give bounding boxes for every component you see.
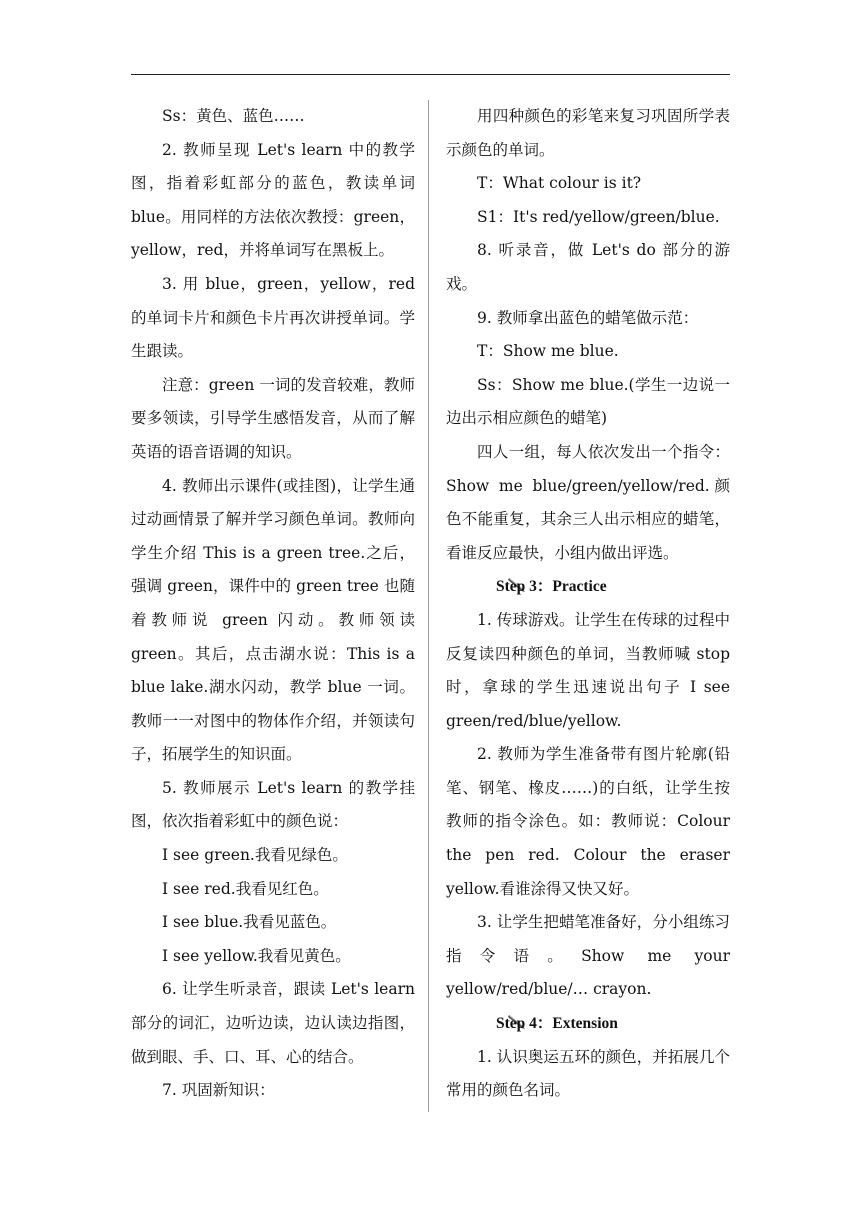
dialogue-line: T：Show me blue.: [477, 342, 619, 361]
paragraph: 9. 教师拿出蓝色的蜡笔做示范：: [477, 308, 699, 327]
dialogue-line: Ss：Show me blue.(学生一边说一边出示相应颜色的蜡笔): [446, 375, 730, 428]
paragraph: 1. 传球游戏。让学生在传球的过程中反复读四种颜色的单词，当教师喊 stop 时，拿球的学生迅速说出句子 I see green/red/blue/yellow.: [446, 610, 730, 730]
paragraph: 注意：green 一词的发音较难，教师要多领读，引导学生感悟发音，从而了解英语的语音语调的知识。: [131, 375, 415, 461]
paragraph: 5. 教师展示 Let's learn 的教学挂图，依次指着彩虹中的颜色说：: [131, 778, 415, 831]
pencil-icon: [477, 1009, 495, 1025]
paragraph: 8. 听录音，做 Let's do 部分的游戏。: [446, 241, 730, 293]
dialogue-line: T：What colour is it?: [477, 174, 642, 193]
paragraph: 4. 教师出示课件(或挂图)，让学生通过动画情景了解并学习颜色单词。教师向学生介绍 This is a green tree.之后，强调 green，课件中的 green tree 也随着教师说 green 闪动。教师领读 green。其后，点击湖水说：This is a blue lake.湖水闪动，教学 blue 一词。教师一一对图中的物体作介绍，并领读句子，拓展学生的知识面。: [131, 476, 415, 764]
step-3-label: Step 3：Practice: [496, 578, 607, 596]
left-column: [131, 100, 415, 1108]
header-rule: [131, 74, 730, 75]
column-divider: [428, 100, 429, 1112]
step-3-heading: [446, 570, 730, 604]
step-4-label: Step 4：Extension: [496, 1015, 618, 1033]
example-sentence: I see yellow.我看见黄色。: [162, 946, 351, 965]
example-sentence: I see red.我看见红色。: [162, 879, 329, 898]
paragraph: 1. 认识奥运五环的颜色，并拓展几个常用的颜色名词。: [446, 1047, 730, 1100]
paragraph: Ss：黄色、蓝色……: [162, 107, 305, 125]
paragraph: 2. 教师呈现 Let's learn 中的教学图，指着彩虹部分的蓝色，教读单词 blue。用同样的方法依次教授：green，yellow，red，并将单词写在黑板上。: [131, 140, 415, 260]
paragraph: 3. 让学生把蜡笔准备好，分小组练习指令语。Show me your yellow/red/blue/… crayon.: [446, 913, 730, 999]
pencil-icon: [477, 572, 495, 588]
paragraph: 6. 让学生听录音，跟读 Let's learn 部分的词汇，边听边读，边认读边指图，做到眼、手、口、耳、心的结合。: [131, 980, 415, 1066]
example-sentence: I see blue.我看见蓝色。: [162, 913, 337, 932]
step-4-heading: [446, 1007, 730, 1041]
dialogue-line: S1：It's red/yellow/green/blue.: [477, 207, 720, 226]
paragraph: 3. 用 blue，green，yellow，red 的单词卡片和颜色卡片再次讲授单词。学生跟读。: [131, 274, 415, 361]
example-sentence: I see green.我看见绿色。: [162, 846, 348, 865]
paragraph: 四人一组，每人依次发出一个指令：Show me blue/green/yellow/red.颜色不能重复，其余三人出示相应的蜡笔，看谁反应最快，小组内做出评选。: [446, 442, 730, 562]
paragraph: 7. 巩固新知识：: [162, 1081, 275, 1100]
paragraph: 用四种颜色的彩笔来复习巩固所学表示颜色的单词。: [446, 107, 730, 159]
right-column: [446, 100, 730, 1108]
paragraph: 2. 教师为学生准备带有图片轮廓(铅笔、钢笔、橡皮……)的白纸，让学生按教师的指令涂色。如：教师说：Colour the pen red. Colour the eraser yellow.看谁涂得又快又好。: [446, 745, 730, 898]
